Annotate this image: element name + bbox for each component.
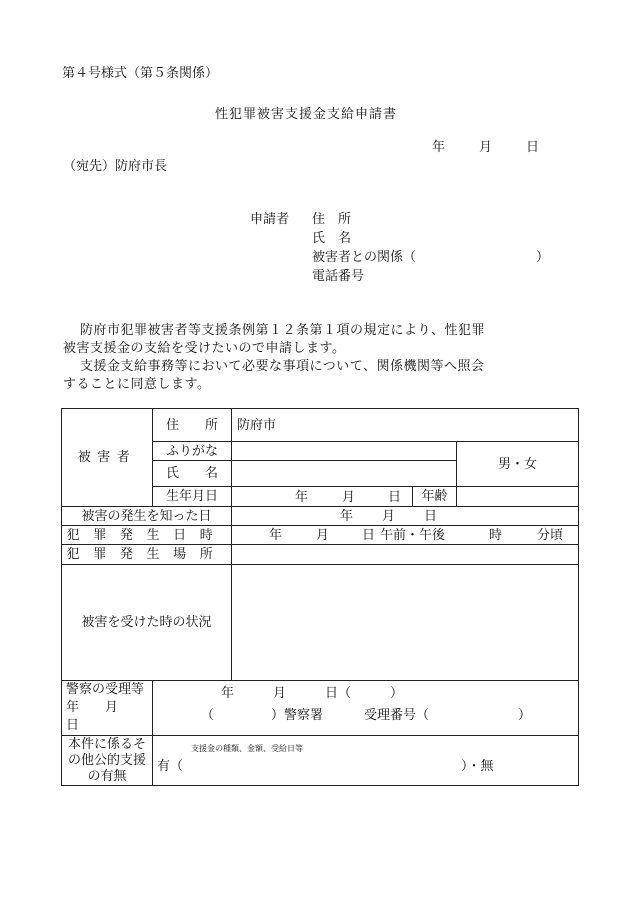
sex-value: 男・女 [498,456,538,472]
date-day: 日 [526,140,540,155]
place-label-cell [62,545,232,565]
place-value-cell[interactable] [232,545,579,565]
support-yes: 有（ [157,759,184,774]
occurrence-label: 犯罪発生日時 [66,527,227,543]
applicant-relation-close: ） [536,250,550,265]
situation-label-cell [62,565,232,681]
form-title: 性犯罪被害支援金支給申請書 [215,107,398,122]
furigana-label-cell [153,442,232,461]
occ-hour: 時 [489,528,503,543]
support-note: 支援金の種類、金額、受給日等 [191,744,303,753]
form-number: 第４号様式（第５条関係） [62,66,219,81]
addressee: （宛先）防府市長 [63,159,168,174]
known-year: 年 [340,509,354,524]
applicant-name-label: 氏 名 [312,231,352,246]
name-value-cell[interactable] [232,461,457,487]
known-date-label: 被害の発生を知った日 [81,508,212,524]
other-support-value-cell[interactable] [153,736,579,786]
birth-day: 日 [388,490,402,505]
applicant-phone-label: 電話番号 [312,269,365,284]
police-value-cell[interactable] [153,681,579,736]
age-value-cell[interactable] [457,487,579,507]
occ-day: 日 [362,528,376,543]
receipt-close: ） [518,708,532,723]
other-support-3: の有無 [87,768,127,784]
birth-year: 年 [295,490,309,505]
victim-label-cell [62,409,153,507]
known-date-label-cell [62,507,232,526]
applicant-label: 申請者 [250,212,290,227]
support-no: ）・無 [461,759,494,774]
receipt-label: 受理番号（ [364,708,430,723]
known-day: 日 [424,509,438,524]
sex-cell[interactable] [457,442,579,487]
occurrence-label-cell [62,526,232,545]
ampm: 午前・午後 [380,528,446,543]
birth-month: 月 [342,490,356,505]
name-label: 氏 名 [165,466,218,481]
other-support-label-cell [62,736,153,786]
police-station-close: ）警察署 [271,708,324,723]
furigana-label: ふりがな [165,443,218,459]
date-year: 年 [432,140,446,155]
body-p2-line2: することに同意します。 [63,377,211,392]
address-value-cell[interactable] [232,409,579,442]
body-p2-line1: 支援金支給事務等において必要な事項について、関係機関等へ照会 [80,359,485,374]
police-label-cell [62,681,153,736]
police-label-1: 警察の受理等 [66,682,145,697]
address-label: 住 所 [165,417,218,433]
occ-year: 年 [269,528,283,543]
applicant-address-label: 住 所 [312,212,352,227]
place-label: 犯罪発生場所 [66,547,227,562]
birthdate-value-cell[interactable] [232,487,413,507]
age-label-cell [413,487,457,507]
police-label-2: 年 月 日 [66,700,145,733]
date-month: 月 [479,140,493,155]
situation-label: 被害を受けた時の状況 [81,615,212,630]
age-label: 年齢 [421,489,448,504]
occ-minute: 分頃 [537,528,564,543]
body-p1-line2: 被害支援金の支給を受けたいので申請します。 [63,341,346,356]
furigana-value-cell[interactable] [232,442,457,461]
name-label-cell [153,461,232,487]
birthdate-label-cell [153,487,232,507]
applicant-relation-label: 被害者との関係（ [312,250,417,265]
situation-value-cell[interactable] [232,565,579,681]
application-table [61,408,579,786]
other-support-2: の他公的支援 [67,752,146,768]
address-value: 防府市 [237,417,277,433]
known-month: 月 [382,509,396,524]
police-station-open: （ [201,708,215,723]
other-support-1: 本件に係るそ [67,736,146,752]
occ-month: 月 [316,528,330,543]
occurrence-value-cell[interactable] [232,526,579,545]
police-date: 年 月 日（ ） [221,686,404,701]
victim-label: 被害者 [77,450,137,465]
body-p1-line1: 防府市犯罪被害者等支援条例第１２条第１項の規定により、性犯罪 [80,323,486,338]
address-label-cell [153,409,232,442]
birthdate-label: 生年月日 [165,489,218,504]
known-date-value-cell[interactable] [232,507,579,526]
